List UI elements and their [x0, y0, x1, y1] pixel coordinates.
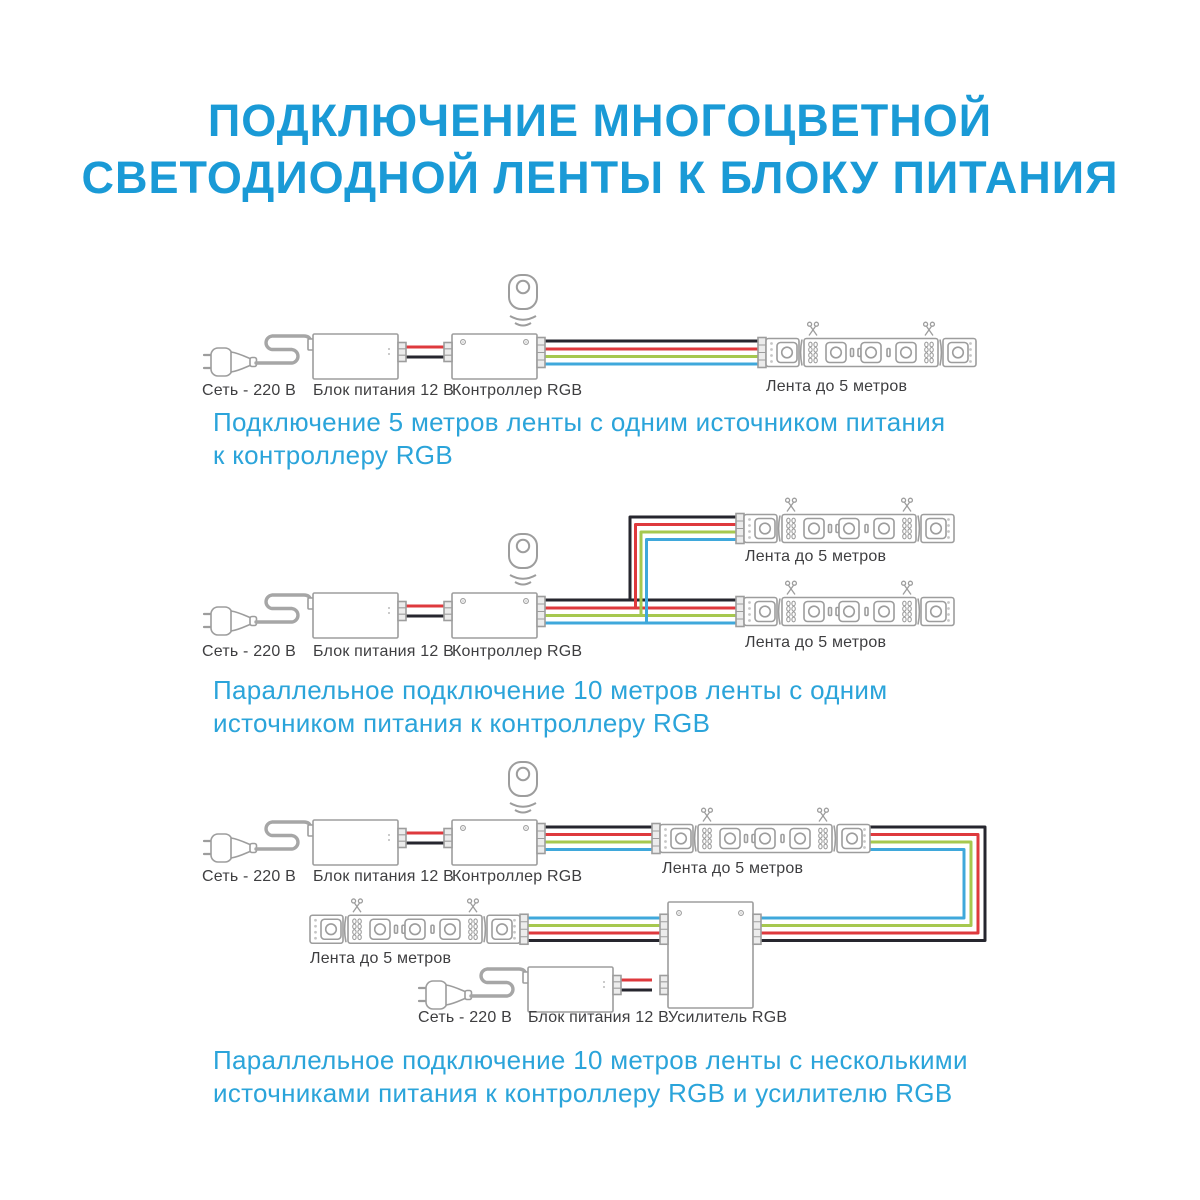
- label-amplifier: Усилитель RGB: [668, 1009, 788, 1026]
- diagram2-caption: [213, 674, 887, 740]
- label-controller: Контроллер RGB: [452, 868, 583, 885]
- label-psu: Блок питания 12 В: [313, 643, 455, 660]
- page-title-line1: ПОДКЛЮЧЕНИЕ МНОГОЦВЕТНОЙ: [207, 95, 993, 146]
- caption-line: Подключение 5 метров ленты с одним источником питания: [213, 407, 946, 437]
- remote-icon: [509, 534, 537, 585]
- strip-connector: [736, 597, 744, 627]
- caption-line: к контроллеру RGB: [213, 440, 453, 470]
- caption-line: источником питания к контроллеру RGB: [213, 708, 711, 738]
- rgb-amplifier: [660, 902, 761, 1008]
- led-strip-top: [744, 498, 954, 542]
- led-strip: [766, 322, 976, 366]
- wire-blue-branch: [647, 540, 737, 624]
- label-strip: Лента до 5 метров: [745, 634, 887, 651]
- rgb-controller: [444, 334, 545, 379]
- led-strip-bottom: [744, 581, 954, 625]
- remote-icon: [509, 762, 537, 813]
- plug-and-power-supply: [204, 334, 406, 379]
- diagram3-caption: [213, 1044, 968, 1110]
- wire-green-branch: [641, 532, 736, 616]
- diagram1-caption: [213, 406, 945, 472]
- label-psu: Блок питания 12 В: [528, 1009, 670, 1026]
- rgb-controller: [444, 820, 545, 865]
- caption-line: источниками питания к контроллеру RGB и усилителю RGB: [213, 1078, 953, 1108]
- strip-connector: [736, 514, 744, 544]
- label-mains: Сеть - 220 В: [418, 1009, 513, 1026]
- page-title-line2: СВЕТОДИОДНОЙ ЛЕНТЫ К БЛОКУ ПИТАНИЯ: [81, 152, 1119, 203]
- diagram-3: [204, 762, 985, 1012]
- strip-connector: [652, 824, 660, 854]
- wire-red-branch: [636, 525, 737, 609]
- label-mains: Сеть - 220 В: [202, 868, 297, 885]
- led-strip-bottom: [310, 899, 520, 943]
- caption-line: Параллельное подключение 10 метров ленты с одним: [213, 675, 888, 705]
- plug-and-power-supply: [204, 593, 406, 638]
- label-controller: Контроллер RGB: [452, 382, 583, 399]
- strip-connector: [520, 914, 528, 944]
- label-psu: Блок питания 12 В: [313, 868, 455, 885]
- label-strip: Лента до 5 метров: [766, 378, 908, 395]
- plug-and-power-supply-2: [419, 967, 621, 1012]
- rgb-controller: [444, 593, 545, 638]
- wire-green-wrap: [761, 842, 971, 926]
- label-mains: Сеть - 220 В: [202, 382, 297, 399]
- label-strip: Лента до 5 метров: [310, 950, 452, 967]
- label-strip: Лента до 5 метров: [662, 860, 804, 877]
- diagram-2: [204, 498, 954, 638]
- caption-line: Параллельное подключение 10 метров ленты с несколькими: [213, 1045, 968, 1075]
- label-strip: Лента до 5 метров: [745, 548, 887, 565]
- remote-icon: [509, 275, 537, 326]
- label-controller: Контроллер RGB: [452, 643, 583, 660]
- label-psu: Блок питания 12 В: [313, 382, 455, 399]
- led-strip-top: [660, 808, 870, 852]
- diagram-1: [204, 275, 976, 379]
- label-mains: Сеть - 220 В: [202, 643, 297, 660]
- plug-and-power-supply: [204, 820, 406, 865]
- strip-connector: [758, 338, 766, 368]
